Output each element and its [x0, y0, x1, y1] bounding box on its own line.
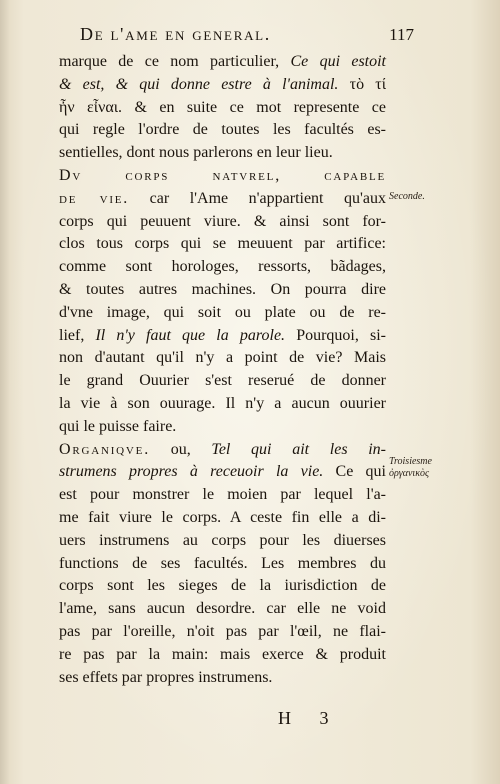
text-line [59, 644, 386, 667]
body-text [59, 51, 386, 689]
text-line [59, 51, 386, 74]
italic-run: & est, & qui donne estre à l'animal. [59, 75, 339, 93]
small-caps-run: Dv corps natvrel, capable [59, 166, 386, 184]
marginal-note-organikos: ὀργανικὸς [389, 468, 430, 479]
text-line [59, 279, 386, 302]
text-line [59, 119, 386, 142]
text-line [59, 302, 386, 325]
text-line [59, 507, 386, 530]
text-line [59, 256, 386, 279]
page-number: 117 [389, 25, 414, 44]
text-line [59, 142, 386, 165]
text-run: sentielles, dont nous parlerons en leur lieu. [59, 144, 333, 162]
text-run: non d'autant qu'il n'y a point de vie? Mais [59, 349, 386, 367]
text-line [59, 233, 386, 256]
text-line [59, 416, 386, 439]
text-line [59, 211, 386, 234]
small-caps-run: Organiqve. [59, 440, 150, 458]
text-run: corps qui peuuent viure. & ainsi sont for- [59, 212, 386, 230]
text-run: d'vne image, qui soit ou plate ou de re- [59, 303, 386, 321]
italic-run: Il n'y faut que la parole. [95, 326, 286, 344]
text-run: Ce qui [323, 463, 387, 481]
text-line [59, 667, 386, 690]
text-line [59, 325, 386, 348]
text-line [59, 97, 386, 120]
text-run: comme sont horologes, ressorts, bãdages, [59, 258, 386, 276]
text-line [59, 370, 386, 393]
text-line [59, 575, 386, 598]
text-run: functions de ses facultés. Les membres du [59, 554, 386, 572]
text-run: ses effets par propres instrumens. [59, 668, 273, 686]
small-caps-run: de vie. [59, 189, 130, 207]
text-run: pas par l'oreille, n'oit pas par l'œil, ne flai- [59, 622, 386, 640]
page-header [80, 24, 414, 50]
text-run: car l'Ame n'appartient qu'aux [129, 189, 387, 207]
marginal-note-seconde: Seconde. [389, 191, 425, 202]
text-line [59, 74, 386, 97]
text-run: me fait viure le corps. A ceste fin elle a di- [59, 508, 386, 526]
signature-mark: H 3 [278, 708, 341, 728]
text-run: l'ame, sans aucun desordre. car elle ne void [59, 600, 386, 618]
text-line [59, 484, 386, 507]
text-run: marque de ce nom particulier, [59, 53, 291, 70]
text-line [59, 598, 386, 621]
text-line [59, 621, 386, 644]
text-run: la vie à son ouurage. Il n'y a aucun ouurier [59, 394, 386, 412]
italic-run: Tel qui ait les in- [211, 440, 387, 458]
page-fold-shadow [0, 0, 10, 784]
text-run: ἦν εἶναι. & en suite ce mot represente ce [59, 98, 386, 116]
text-line [59, 188, 386, 211]
text-run: Pourquoi, si- [285, 326, 387, 344]
text-line [59, 393, 386, 416]
running-title: De l'ame en general. [80, 24, 271, 44]
text-line [59, 461, 386, 484]
marginal-note-troisieme: Troisiesme [389, 456, 432, 467]
text-run: lief, [59, 326, 96, 344]
text-run: corps sont les sieges de la iurisdiction de [59, 577, 386, 595]
text-line [59, 347, 386, 370]
text-run: qui regle l'ordre de toutes les facultés es- [59, 121, 386, 139]
text-run: re pas par la main: mais exerce & produit [59, 645, 386, 663]
text-run: est pour monstrer le moien par lequel l'a- [59, 486, 386, 504]
text-run: uers instrumens au corps pour les diuerses [59, 531, 386, 549]
text-run: & toutes autres machines. On pourra dire [59, 280, 386, 298]
text-run: le grand Ouurier s'est reserué de donner [59, 372, 386, 390]
text-line [59, 553, 386, 576]
text-line [59, 439, 386, 462]
text-run: ou, [150, 440, 212, 458]
text-run: qui le puisse faire. [59, 417, 177, 435]
italic-run: Ce qui estoit [290, 53, 387, 70]
text-run: τὸ τί [338, 75, 387, 93]
text-line [59, 165, 386, 188]
text-run: clos tous corps qui se meuuent par artifice: [59, 235, 386, 253]
text-line [59, 530, 386, 553]
italic-run: strumens propres à receuoir la vie. [59, 463, 324, 481]
